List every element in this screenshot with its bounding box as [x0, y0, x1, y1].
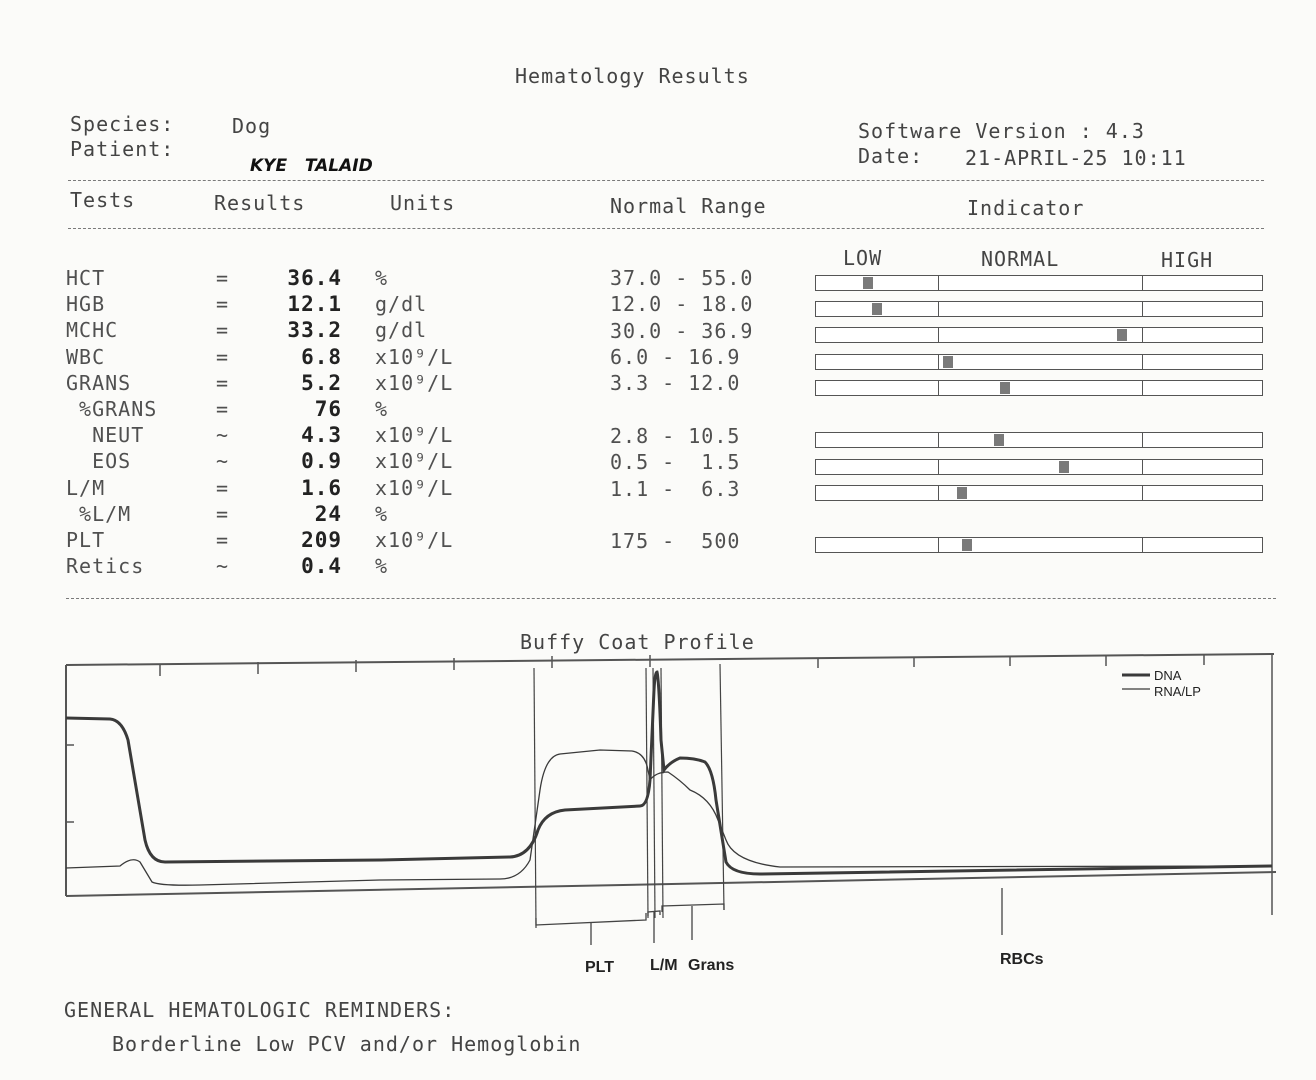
- indicator-bar: [815, 275, 1263, 291]
- chart-ticks: [66, 655, 1204, 822]
- test-unit: x10⁹/L: [375, 423, 454, 448]
- test-operator: ~: [216, 449, 230, 474]
- test-operator: ~: [216, 554, 230, 579]
- zone-label-plt: PLT: [585, 959, 615, 976]
- indicator-high-divider: [1142, 433, 1143, 447]
- indicator-high-divider: [1142, 460, 1143, 474]
- zone-brackets: [536, 888, 1002, 945]
- test-name: %L/M: [66, 501, 132, 526]
- indicator-bar: [815, 327, 1263, 343]
- divider-bottom: [66, 598, 1276, 599]
- test-operator: =: [216, 318, 230, 343]
- indicator-bar: [815, 432, 1263, 448]
- test-operator: =: [216, 370, 230, 395]
- zone-label-rbcs: RBCs: [1000, 951, 1044, 968]
- indicator-bar: [815, 380, 1263, 396]
- normal-range: 0.5 - 1.5: [610, 450, 741, 475]
- test-operator: ~: [216, 423, 230, 448]
- normal-range: 1.1 - 6.3: [610, 476, 741, 501]
- divider-top: [68, 180, 1264, 181]
- test-operator: =: [216, 475, 230, 500]
- patient-label: Patient:: [70, 137, 175, 161]
- col-units: Units: [390, 191, 456, 215]
- indicator-high-divider: [1142, 538, 1143, 552]
- test-name: NEUT: [66, 423, 145, 448]
- reminders-heading: GENERAL HEMATOLOGIC REMINDERS:: [64, 998, 456, 1022]
- test-result: 33.2: [287, 318, 342, 343]
- legend-dna-label: DNA: [1154, 668, 1182, 683]
- test-name: MCHC: [66, 318, 119, 343]
- test-name: GRANS: [66, 370, 132, 395]
- indicator-bar: [815, 485, 1263, 501]
- indicator-low-divider: [938, 381, 939, 395]
- normal-range: 6.0 - 16.9: [610, 344, 741, 369]
- test-result: 6.8: [301, 344, 342, 369]
- indicator-marker: [1117, 329, 1127, 341]
- indicator-marker: [943, 356, 953, 368]
- test-operator: =: [216, 292, 230, 317]
- indicator-high-divider: [1142, 328, 1143, 342]
- indicator-bar: [815, 537, 1263, 553]
- indicator-low-divider: [938, 460, 939, 474]
- indicator-bar: [815, 301, 1263, 317]
- report-title: Hematology Results: [515, 64, 750, 88]
- date-value: 21-APRIL-25 10:11: [965, 146, 1187, 170]
- test-name: %GRANS: [66, 397, 158, 421]
- patient-name-handwritten: KYE TALAID: [250, 156, 373, 176]
- test-unit: %: [375, 266, 389, 290]
- indicator-high-divider: [1142, 355, 1143, 369]
- indicator-high-divider: [1142, 381, 1143, 395]
- col-indicator: Indicator: [967, 196, 1085, 220]
- legend-rna-label: RNA/LP: [1154, 684, 1201, 699]
- normal-range: 12.0 - 18.0: [610, 292, 754, 317]
- test-unit: %: [375, 397, 389, 421]
- test-operator: =: [216, 266, 230, 290]
- normal-range: 175 - 500: [610, 529, 741, 554]
- test-unit: x10⁹/L: [375, 528, 454, 552]
- indicator-bar: [815, 459, 1263, 475]
- test-result: 5.2: [301, 370, 342, 395]
- indicator-marker: [994, 434, 1004, 446]
- normal-range: 37.0 - 55.0: [610, 266, 754, 290]
- scale-high: HIGH: [1161, 248, 1214, 272]
- indicator-low-divider: [938, 355, 939, 369]
- test-name: PLT: [66, 528, 106, 552]
- scale-normal: NORMAL: [981, 247, 1060, 271]
- zone-dividers: [534, 664, 724, 928]
- test-operator: =: [216, 501, 230, 526]
- normal-range: 30.0 - 36.9: [610, 318, 754, 343]
- buffy-title: Buffy Coat Profile: [520, 630, 755, 654]
- indicator-bar: [815, 354, 1263, 370]
- col-results: Results: [214, 191, 306, 215]
- test-unit: %: [375, 554, 389, 579]
- test-result: 0.9: [301, 449, 342, 474]
- zone-label-lm: L/M: [650, 957, 678, 974]
- indicator-high-divider: [1142, 486, 1143, 500]
- test-unit: g/dl: [375, 292, 428, 317]
- test-name: WBC: [66, 344, 106, 369]
- test-result: 76: [314, 397, 342, 421]
- indicator-high-divider: [1142, 302, 1143, 316]
- species-value: Dog: [232, 114, 272, 138]
- normal-range: 2.8 - 10.5: [610, 423, 741, 448]
- scale-low: LOW: [843, 246, 883, 270]
- col-tests: Tests: [70, 188, 136, 212]
- test-unit: x10⁹/L: [375, 475, 454, 500]
- test-name: L/M: [66, 475, 106, 500]
- indicator-low-divider: [938, 276, 939, 290]
- col-normal-range: Normal Range: [610, 194, 767, 218]
- test-result: 0.4: [301, 554, 342, 579]
- reminder-item: Borderline Low PCV and/or Hemoglobin: [112, 1032, 582, 1056]
- test-name: HGB: [66, 292, 106, 317]
- zone-label-grans: Grans: [688, 957, 735, 974]
- test-unit: x10⁹/L: [375, 344, 454, 369]
- buffy-coat-chart: [0, 650, 1316, 990]
- indicator-marker: [957, 487, 967, 499]
- test-unit: x10⁹/L: [375, 370, 454, 395]
- indicator-marker: [1000, 382, 1010, 394]
- indicator-low-divider: [938, 433, 939, 447]
- chart-top-border: [66, 654, 1274, 665]
- indicator-marker: [863, 277, 873, 289]
- test-result: 1.6: [301, 475, 342, 500]
- rna-lp-curve: [66, 750, 1272, 885]
- indicator-marker: [962, 539, 972, 551]
- test-result: 4.3: [301, 423, 342, 448]
- test-name: EOS: [66, 449, 132, 474]
- indicator-high-divider: [1142, 276, 1143, 290]
- divider-header: [68, 228, 1264, 229]
- test-result: 209: [301, 528, 342, 552]
- test-result: 12.1: [287, 292, 342, 317]
- normal-range: 3.3 - 12.0: [610, 371, 741, 396]
- indicator-marker: [1059, 461, 1069, 473]
- test-name: HCT: [66, 266, 106, 290]
- indicator-low-divider: [938, 538, 939, 552]
- test-name: Retics: [66, 554, 145, 579]
- test-unit: x10⁹/L: [375, 449, 454, 474]
- test-result: 36.4: [287, 266, 342, 290]
- indicator-low-divider: [938, 486, 939, 500]
- date-label: Date:: [858, 144, 924, 168]
- species-label: Species:: [70, 112, 175, 136]
- indicator-low-divider: [938, 328, 939, 342]
- test-operator: =: [216, 397, 230, 421]
- test-unit: %: [375, 501, 389, 526]
- indicator-marker: [872, 303, 882, 315]
- test-operator: =: [216, 528, 230, 552]
- test-unit: g/dl: [375, 318, 428, 343]
- software-version: Software Version : 4.3: [858, 119, 1145, 143]
- test-result: 24: [314, 501, 342, 526]
- indicator-low-divider: [938, 302, 939, 316]
- test-operator: =: [216, 344, 230, 369]
